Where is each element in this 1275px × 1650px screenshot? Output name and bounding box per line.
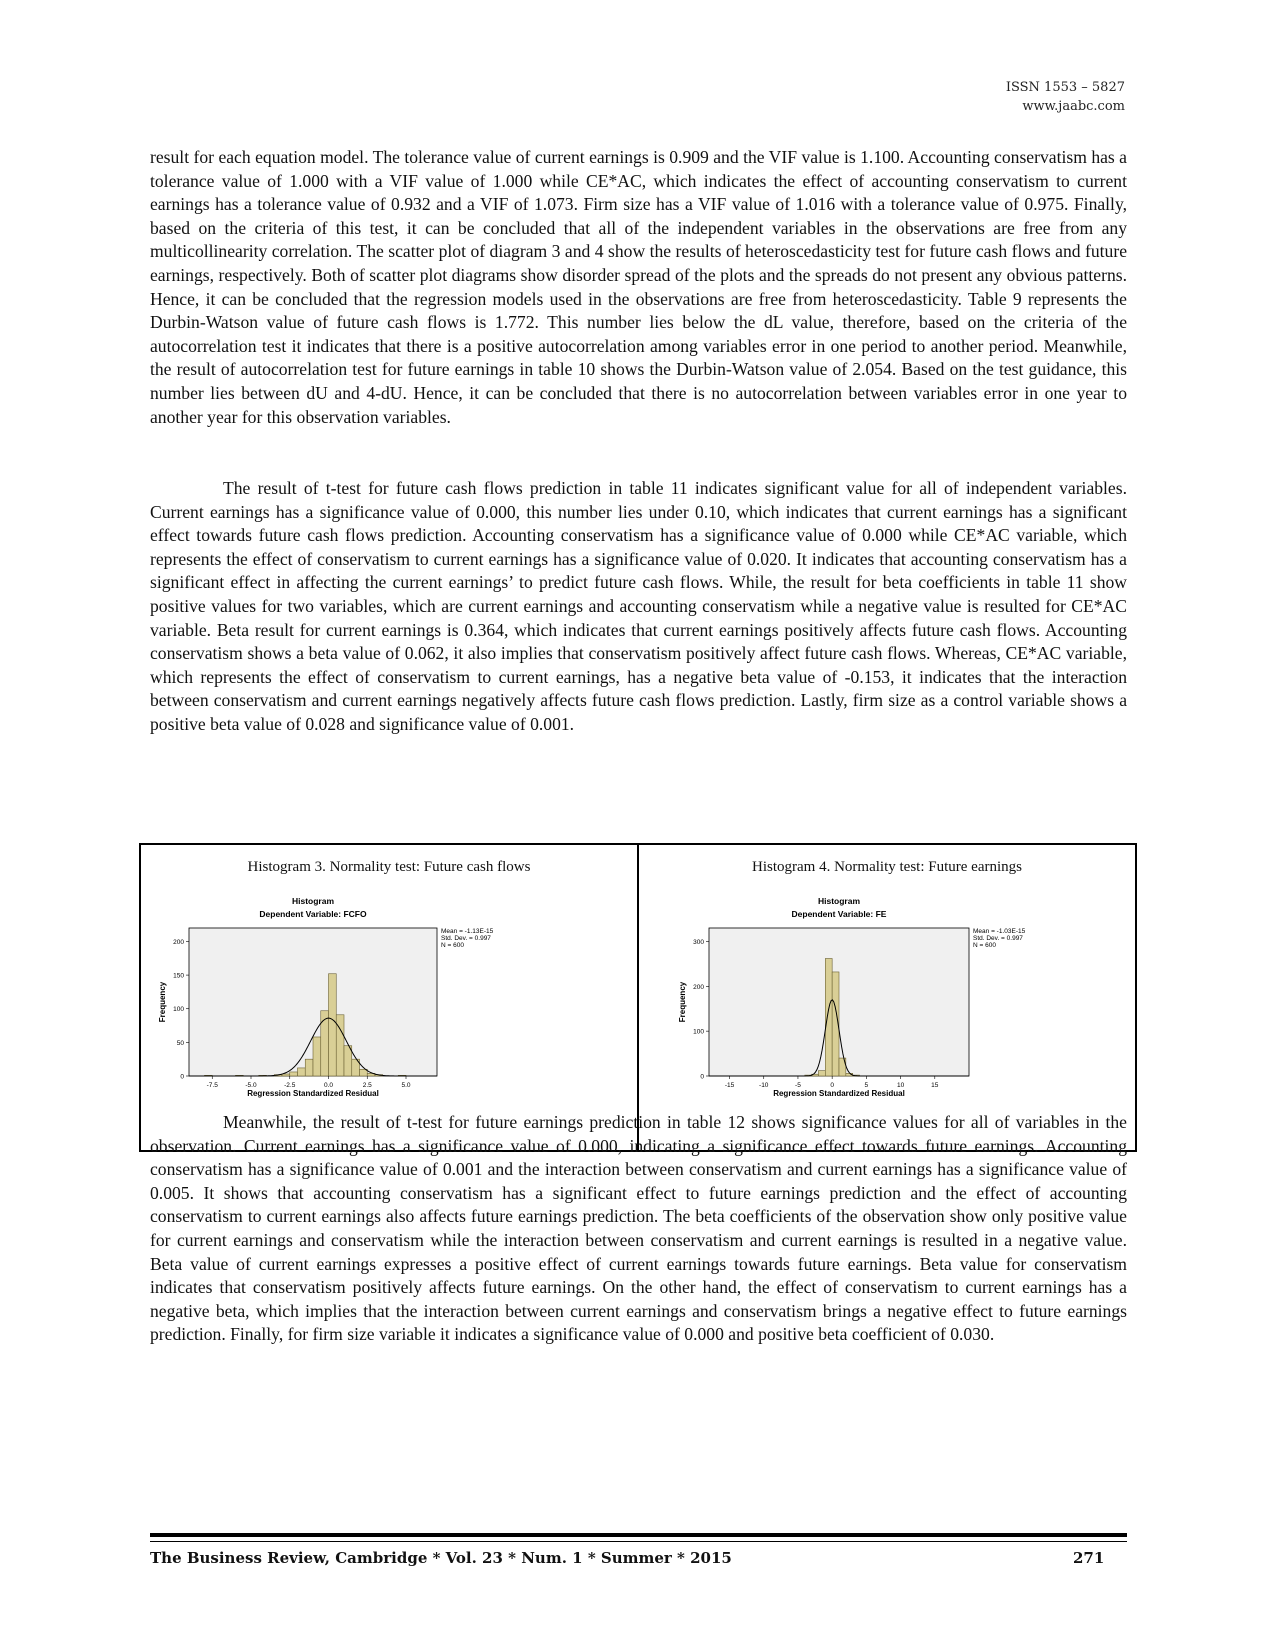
x-tick-label: -5 (795, 1082, 801, 1089)
chart-subtitle: Dependent Variable: FCFO (259, 909, 367, 919)
y-tick-label: 200 (173, 938, 184, 946)
histogram-fe (639, 895, 1135, 1145)
stat-mean: Mean = -1.13E-15 (441, 928, 494, 935)
histogram-bar (336, 1015, 344, 1076)
x-tick-label: 5.0 (401, 1082, 411, 1089)
x-tick-label: 0 (830, 1082, 834, 1089)
histogram-fcfo (141, 895, 637, 1145)
journal-footer: The Business Review, Cambridge * Vol. 23 * Num. 1 * Summer * 2015 (150, 1549, 732, 1567)
x-axis-label: Regression Standardized Residual (773, 1089, 905, 1098)
x-tick-label: -15 (724, 1082, 735, 1089)
histogram-bar (321, 1011, 329, 1076)
x-tick-label: 2.5 (362, 1082, 372, 1089)
histogram-bar (825, 958, 832, 1076)
chart-subtitle: Dependent Variable: FE (791, 909, 887, 919)
x-tick-label: 15 (931, 1082, 939, 1089)
stat-n: N = 600 (973, 942, 996, 949)
histogram-bar (298, 1068, 306, 1076)
x-tick-label: -2.5 (284, 1082, 296, 1089)
x-tick-label: 0.0 (323, 1082, 334, 1089)
issn: ISSN 1553 – 5827 (1005, 80, 1125, 95)
histogram-bar (344, 1046, 352, 1076)
figure-caption-left: Histogram 3. Normality test: Future cash flows (247, 859, 531, 875)
figure-box (139, 843, 1137, 1152)
x-tick-label: -7.5 (206, 1082, 218, 1089)
y-axis-label: Frequency (678, 981, 687, 1023)
footer-rule-thick (150, 1533, 1127, 1537)
x-axis-label: Regression Standardized Residual (247, 1089, 379, 1098)
histogram-bar (305, 1059, 313, 1076)
histogram-bar (290, 1072, 298, 1076)
page-number: 271 (1073, 1549, 1105, 1567)
histogram-bar (313, 1037, 321, 1076)
x-tick-label: 10 (896, 1082, 905, 1089)
y-tick-label: 0 (700, 1073, 704, 1081)
page-header (1006, 78, 1125, 116)
chart-title: Histogram (291, 896, 335, 906)
y-tick-label: 0 (180, 1073, 184, 1081)
y-tick-label: 50 (176, 1039, 184, 1047)
x-tick-label: -10 (759, 1082, 769, 1089)
journal-website: www.jaabc.com (1022, 99, 1125, 114)
y-axis-label: Frequency (158, 981, 167, 1023)
histogram-bar (329, 974, 337, 1076)
stat-mean: Mean = -1.03E-15 (973, 928, 1026, 935)
stat-sd: Std. Dev. = 0.997 (441, 935, 491, 942)
stat-sd: Std. Dev. = 0.997 (973, 935, 1023, 942)
figure-left (141, 845, 637, 1150)
stat-n: N = 600 (441, 942, 464, 949)
paragraph-3: Meanwhile, the result of t-test for future earnings prediction in table 12 shows significance values for all of variables in the observation. Current earnings has a significance value of 0.000, indicating a significance effect towards future earnings. Accounting conservatism has a significance value of 0.001 and the interaction between conservatism and current earnings has a significance value of 0.005. It shows that accounting conservatism has a significant effect to future earnings prediction and the effect of accounting conservatism to current earnings also affects future earnings prediction. The beta coefficients of the observation show only positive value for current earnings and conservatism while the interaction between conservatism and current earnings is resulted in a negative value. Beta value of current earnings expresses a positive effect of current earnings towards future earnings. Beta value for conservatism indicates that conservatism positively affects future earnings. On the other hand, the effect of conservatism to current earnings has a negative beta, which implies that the interaction between current earnings and conservatism brings a negative effect to future earnings prediction. Finally, for firm size variable it indicates a significance value of 0.000 and positive beta coefficient of 0.030. (150, 1112, 1127, 1345)
histogram-bar (818, 1071, 825, 1076)
chart-title: Histogram (817, 896, 861, 906)
histogram-bar (282, 1074, 290, 1076)
y-tick-label: 100 (173, 1006, 184, 1014)
figure-caption-right: Histogram 4. Normality test: Future earnings (752, 859, 1022, 875)
paragraph-1: result for each equation model. The tolerance value of current earnings is 0.909 and the VIF value is 1.100. Accounting conservatism has a tolerance value of 1.000 with a VIF value of 1.000 while CE*AC, which indicates the effect of accounting conservatism to current earnings has a tolerance value of 0.932 and a VIF of 1.073. Firm size has a VIF value of 1.016 with a tolerance value of 0.975. Finally, based on the criteria of this test, it can be concluded that all of the independent variables in the observations are free from any multicollinearity correlation. The scatter plot of diagram 3 and 4 show the results of heteroscedasticity test for future cash flows and future earnings, respectively. Both of scatter plot diagrams show disorder spread of the plots and the spreads do not present any obvious patterns. Hence, it can be concluded that the regression models used in the observations are free from heteroscedasticity. Table 9 represents the Durbin-Watson value of future cash flows is 1.772. This number lies below the dL value, therefore, based on the criteria of the autocorrelation test it indicates that there is a positive autocorrelation among variables error in one period to another period. Meanwhile, the result of autocorrelation test for future earnings in table 10 shows the Durbin-Watson value of 2.054. Based on the test guidance, this number lies between dU and 4-dU. Hence, it can be concluded that there is no autocorrelation between variables error in one year to another year for this observation variables. (150, 147, 1127, 427)
y-tick-label: 300 (693, 938, 704, 946)
x-tick-label: -5.0 (245, 1082, 257, 1089)
y-tick-label: 150 (173, 972, 184, 980)
footer-rule-thin (150, 1541, 1127, 1542)
x-tick-label: 5 (864, 1082, 869, 1089)
y-tick-label: 100 (693, 1028, 704, 1036)
figure-right (637, 845, 1135, 1150)
y-tick-label: 200 (693, 983, 704, 991)
paragraph-2: The result of t-test for future cash flows prediction in table 11 indicates significant value for all of independent variables. Current earnings has a significance value of 0.000, this number lies under 0.10, which indicates that current earnings has a significant effect towards future cash flows prediction. Accounting conservatism has a significance value of 0.000 while CE*AC variable, which represents the effect of conservatism to current earnings has a significance value of 0.020. It indicates that accounting conservatism has a significant effect in affecting the current earnings’ to predict future cash flows. While, the result for beta coefficients in table 11 show positive values for two variables, which are current earnings and accounting conservatism while a negative value is resulted for CE*AC variable. Beta result for current earnings is 0.364, which indicates that current earnings positively affects future cash flows. Accounting conservatism shows a beta value of 0.062, it also implies that conservatism positively affect future cash flows. Whereas, CE*AC variable, which represents the effect of conservatism to current earnings, has a negative beta value of -0.153, it indicates that the interaction between conservatism and current earnings negatively affects future cash flows prediction. Lastly, firm size as a control variable shows a positive beta value of 0.028 and significance value of 0.001. (150, 478, 1127, 734)
